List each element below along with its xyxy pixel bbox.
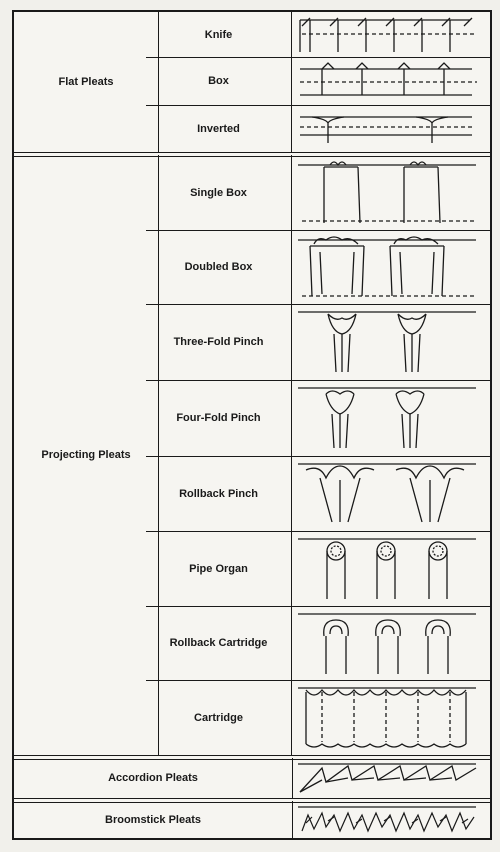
doubled-box-label: Doubled Box [146, 230, 292, 304]
doubled-box-pleat-icon [292, 230, 490, 304]
accordion-pleat-icon [292, 758, 490, 798]
three-fold-pinch-row [146, 304, 490, 380]
four-fold-pinch-row [146, 380, 490, 456]
single-box-label: Single Box [146, 155, 292, 230]
pipe-organ-row [146, 531, 490, 606]
four-fold-pinch-pleat-icon [292, 380, 490, 456]
pipe-organ-pleat-icon [292, 531, 490, 606]
single-box-row [146, 155, 490, 230]
box-pleat-icon [292, 57, 490, 105]
rollback-cartridge-row [146, 606, 490, 680]
inverted-row [146, 105, 490, 152]
accordion-pleats-section [14, 758, 490, 798]
doubled-box-row [146, 230, 490, 304]
cartridge-pleat-icon [292, 680, 490, 755]
box-row [146, 57, 490, 105]
projecting-pleats-section [14, 155, 490, 755]
broomstick-pleats-section [14, 801, 490, 838]
pleat-types-table [12, 10, 492, 840]
three-fold-pinch-pleat-icon [292, 304, 490, 380]
three-fold-pinch-label: Three-Fold Pinch [146, 304, 292, 380]
rollback-pinch-pleat-icon [292, 456, 490, 531]
four-fold-pinch-label: Four-Fold Pinch [146, 380, 292, 456]
knife-label: Knife [146, 12, 292, 57]
rollback-pinch-label: Rollback Pinch [146, 456, 292, 531]
broomstick-pleats-label: Broomstick Pleats [14, 801, 293, 838]
inverted-label: Inverted [146, 105, 292, 152]
rollback-cartridge-pleat-icon [292, 606, 490, 680]
knife-pleat-icon [292, 12, 490, 57]
rollback-pinch-row [146, 456, 490, 531]
rollback-cartridge-label: Rollback Cartridge [146, 606, 292, 680]
flat-pleats-label: Flat Pleats [14, 12, 159, 152]
pipe-organ-label: Pipe Organ [146, 531, 292, 606]
single-box-pleat-icon [292, 155, 490, 230]
broomstick-pleat-icon [292, 801, 490, 838]
projecting-pleats-label: Projecting Pleats [14, 155, 159, 755]
inverted-pleat-icon [292, 105, 490, 152]
flat-pleats-section [14, 12, 490, 152]
cartridge-row [146, 680, 490, 755]
accordion-pleats-label: Accordion Pleats [14, 758, 293, 798]
cartridge-label: Cartridge [146, 680, 292, 755]
knife-row [146, 12, 490, 57]
box-label: Box [146, 57, 292, 105]
